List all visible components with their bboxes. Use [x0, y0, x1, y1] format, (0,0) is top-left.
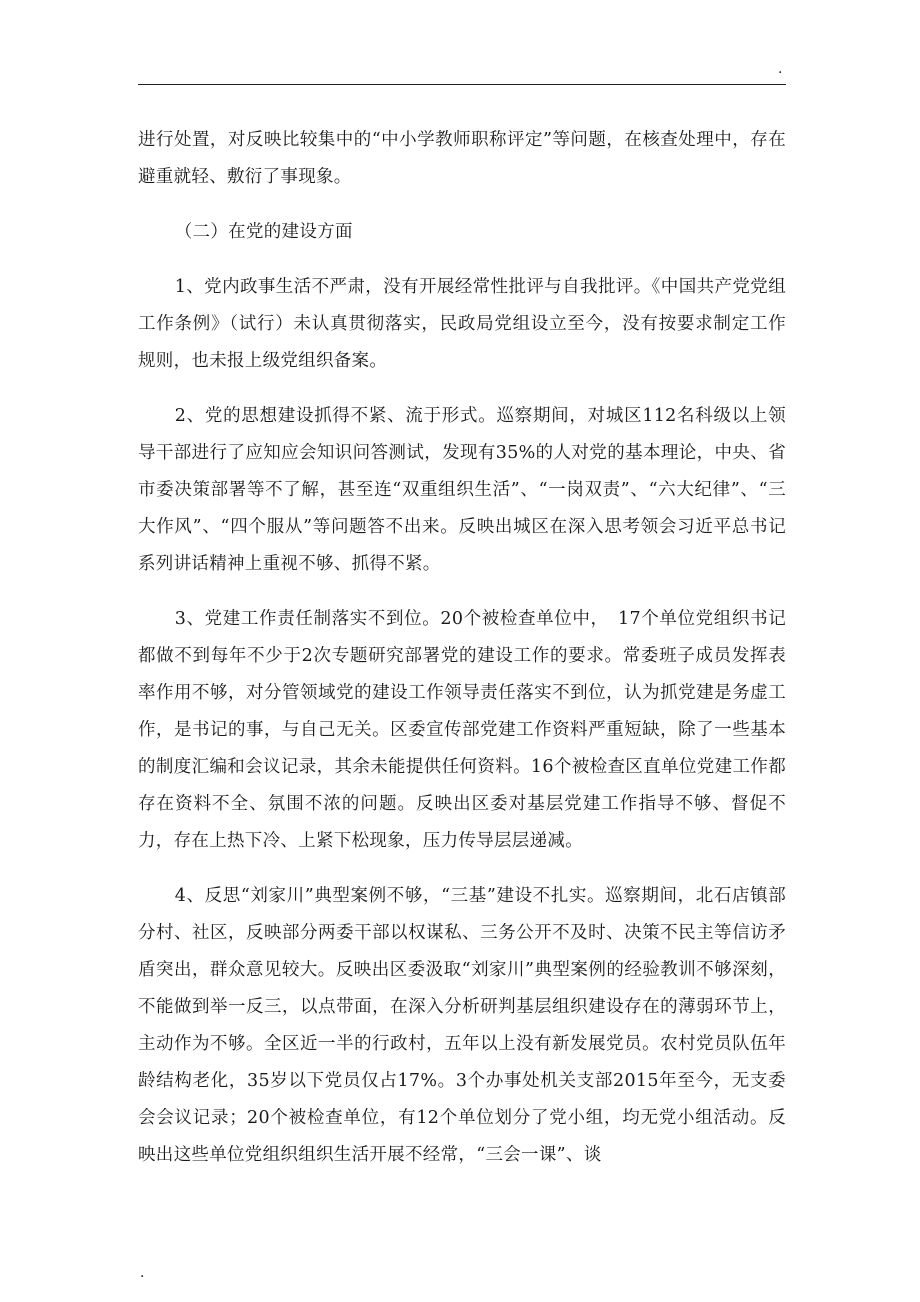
header-rule: [138, 84, 786, 85]
paragraph-4: 4、反思“刘家川”典型案例不够，“三基”建设不扎实。巡察期间，北石店镇部分村、社区，反映部分两委干部以权谋私、三务公开不及时、决策不民主等信访矛盾突出，群众意见较大。反映出区委汲取“刘家川”典型案例的经验教训不够深刻，不能做到举一反三，以点带面，在深入分析研判基层组织建设存在的薄弱环节上，主动作为不够。全区近一半的行政村，五年以上没有新发展党员。农村党员队伍年龄结构老化，35岁以下党员仅占17%。3个办事处机关支部2015年至今，无支委会会议记录；20个被检查单位，有12个单位划分了党小组，均无党小组活动。反映出这些单位党组织组织生活开展不经常，“三会一课”、谈: [138, 886, 786, 1165]
header-mark: .: [778, 61, 783, 77]
section-heading: （二）在党的建设方面: [174, 222, 353, 242]
paragraph-continuation: 进行处置，对反映比较集中的“中小学教师职称评定”等问题，在核查处理中，存在避重就轻、敷衍了事现象。: [138, 130, 786, 187]
paragraph-1: 1、党内政事生活不严肃，没有开展经常性批评与自我批评。《中国共产党党组工作条例》（试行）未认真贯彻落实，民政局党组设立至今，没有按要求制定工作规则，也未报上级党组织备案。: [138, 277, 786, 371]
document-body: [138, 122, 786, 1192]
footer-mark: .: [140, 1265, 145, 1281]
paragraph-3: 3、党建工作责任制落实不到位。20个被检查单位中， 17个单位党组织书记都做不到每年不少于2次专题研究部署党的建设工作的要求。常委班子成员发挥表率作用不够，对分管领域党的建设工作领导责任落实不到位，认为抓党建是务虚工作，是书记的事，与自己无关。区委宣传部党建工作资料严重短缺，除了一些基本的制度汇编和会议记录，其余未能提供任何资料。16个被检查区直单位党建工作都存在资料不全、氛围不浓的问题。反映出区委对基层党建工作指导不够、督促不力，存在上热下冷、上紧下松现象，压力传导层层递减。: [138, 609, 786, 851]
paragraph-2: 2、党的思想建设抓得不紧、流于形式。巡察期间，对城区112名科级以上领导干部进行了应知应会知识问答测试，发现有35%的人对党的基本理论，中央、省市委决策部署等不了解，甚至连“双重组织生活”、“一岗双责”、“六大纪律”、“三大作风”、“四个服从”等问题答不出来。反映出城区在深入思考领会习近平总书记系列讲话精神上重视不够、抓得不紧。: [138, 406, 786, 574]
